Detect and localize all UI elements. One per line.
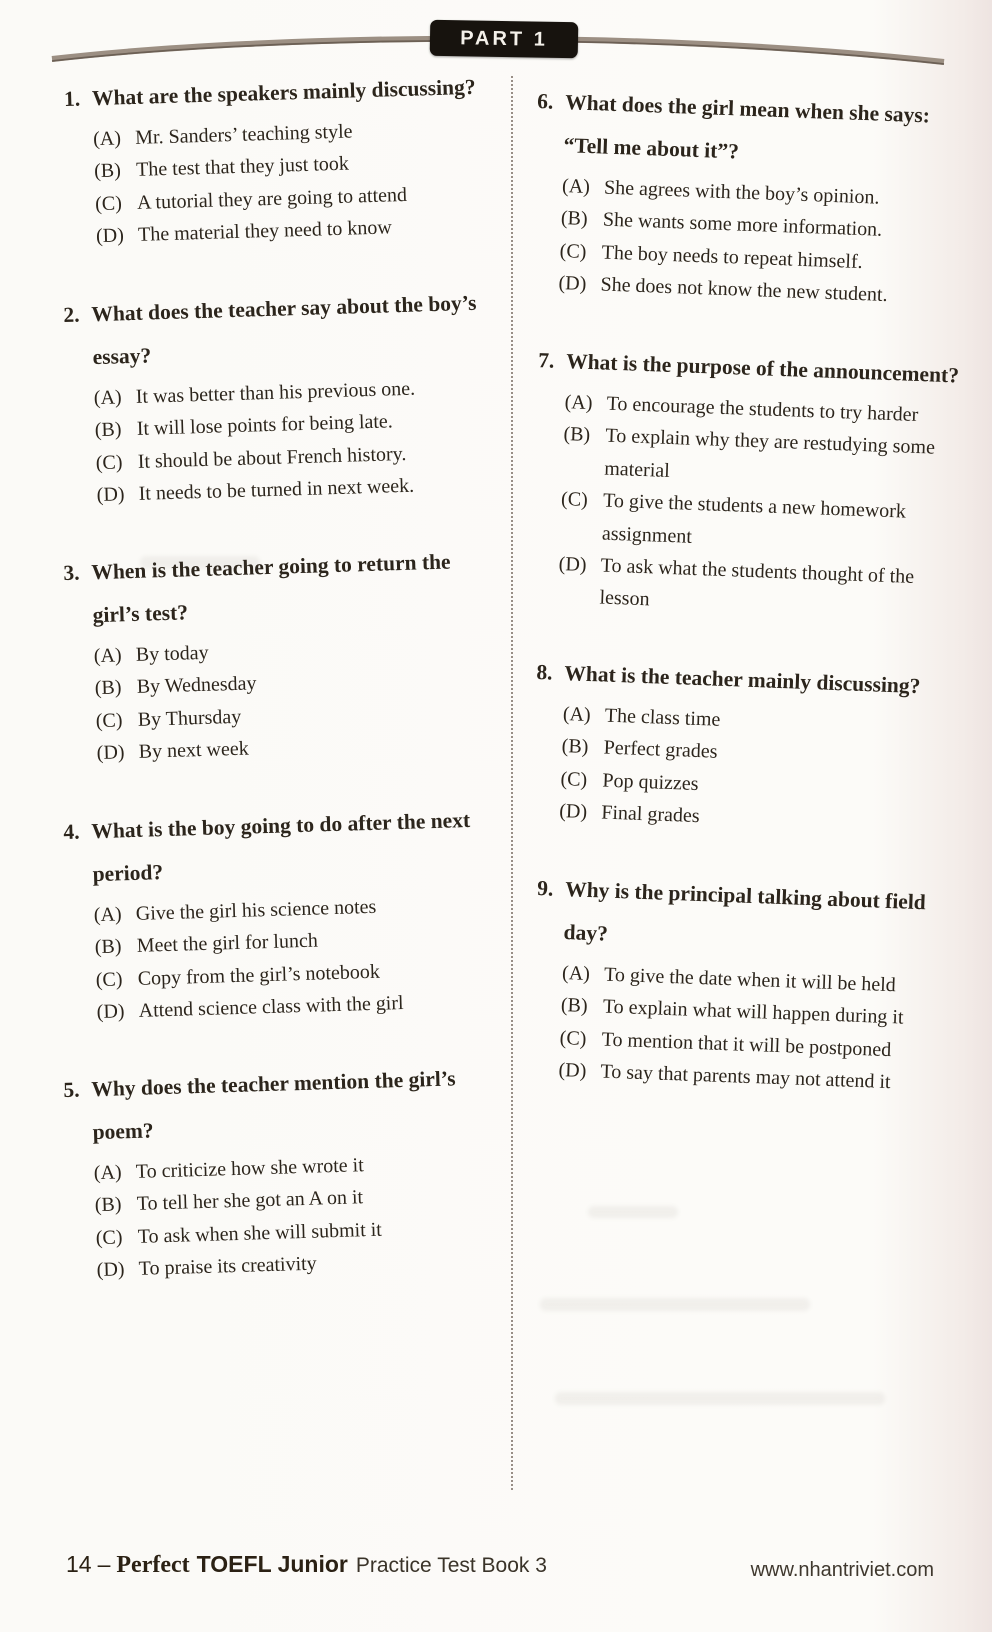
question-number: 1. <box>63 86 81 112</box>
option-text: To explain what will happen during it <box>602 995 904 1029</box>
option-letter: (D) <box>96 1000 125 1023</box>
option-letter: (B) <box>560 994 589 1018</box>
options-list <box>93 628 499 769</box>
option-letter: (B) <box>93 159 122 183</box>
option-text: Final grades <box>600 801 700 828</box>
option-text: Give the girl his science notes <box>135 895 377 925</box>
option-text: To give the students a new homework assignment <box>601 489 907 547</box>
option-text: To say that parents may not attend it <box>600 1060 891 1094</box>
option-text: To ask what the students thought of the lesson <box>599 554 915 611</box>
question-item <box>63 281 499 512</box>
option-letter: (B) <box>94 418 122 442</box>
option-letter: (C) <box>95 709 123 733</box>
options-list <box>93 370 499 511</box>
question-number: 9. <box>536 875 554 901</box>
question-text: What is the boy going to do after the next period? <box>91 807 471 886</box>
book-title-subtitle: Practice Test Book 3 <box>355 1554 547 1577</box>
option-text: It will lose points for being late. <box>136 410 394 440</box>
questions-column-left <box>63 74 496 1328</box>
option-letter: (D) <box>96 483 125 506</box>
option-text: To criticize how she wrote it <box>135 1154 365 1184</box>
options-list <box>558 170 964 314</box>
option-letter: (B) <box>94 935 122 959</box>
question-text: What are the speakers mainly discussing? <box>91 74 476 111</box>
question-text: What is the teacher mainly discussing? <box>563 661 921 699</box>
options-list <box>557 386 967 627</box>
part-1-badge <box>430 20 579 59</box>
option-letter: (B) <box>94 676 122 700</box>
question-number: 3. <box>63 560 80 586</box>
option-letter: (A) <box>93 644 122 668</box>
option-text: The class time <box>604 704 721 732</box>
option-letter: (B) <box>561 735 589 759</box>
option-letter: (A) <box>93 903 122 926</box>
question-text: Why does the teacher mention the girl’s poem? <box>91 1066 456 1145</box>
bleed-through-artifact <box>588 1206 678 1218</box>
option-text: By today <box>135 641 209 667</box>
column-divider <box>511 76 513 1490</box>
option-letter: (D) <box>96 1258 125 1282</box>
option-text: It should be about French history. <box>137 442 407 473</box>
options-list <box>93 1146 499 1287</box>
option-letter: (A) <box>564 390 593 414</box>
bleed-through-artifact <box>555 1392 885 1405</box>
options-list <box>93 887 499 1028</box>
option-letter: (D) <box>96 741 125 765</box>
option-letter: (B) <box>563 423 591 446</box>
option-text: Mr. Sanders’ teaching style <box>134 120 353 149</box>
book-title-perfect: Perfect <box>116 1552 190 1578</box>
option-text: The test that they just took <box>135 153 350 182</box>
options-list <box>558 957 964 1101</box>
option-text: By Wednesday <box>136 672 257 699</box>
option-letter: (C) <box>95 967 123 991</box>
bleed-through-artifact <box>540 1298 810 1311</box>
option-letter: (C) <box>95 1226 123 1250</box>
option-text: She wants some more information. <box>602 208 883 242</box>
option-letter: (D) <box>558 272 587 296</box>
option-text: By Thursday <box>137 705 242 731</box>
question-item <box>63 539 499 770</box>
option-text: The boy needs to repeat himself. <box>601 241 863 273</box>
question-number: 2. <box>63 302 80 327</box>
option-text: Pop quizzes <box>602 769 699 796</box>
question-number: 6. <box>536 89 554 114</box>
option-text: To explain why they are restudying some material <box>603 424 936 482</box>
option-text: It needs to be turned in next week. <box>138 474 415 505</box>
page-number: 14 <box>66 1551 92 1577</box>
question-number: 8. <box>536 660 554 685</box>
options-list <box>559 698 965 842</box>
option-letter: (B) <box>560 207 589 231</box>
question-text: When is the teacher going to return the girl’s test? <box>91 549 451 628</box>
question-text: What does the teacher say about the boy’s essay? <box>91 290 477 369</box>
option-text: To praise its creativity <box>138 1253 317 1281</box>
question-number: 5. <box>63 1077 80 1103</box>
option-text: Perfect grades <box>603 737 718 764</box>
question-item <box>531 651 967 842</box>
part-1-label: PART 1 <box>459 26 549 51</box>
question-number: 4. <box>63 819 80 844</box>
question-text: What does the girl mean when she says: “Tell me about it”? <box>563 90 931 164</box>
question-item <box>63 65 498 253</box>
option-letter: (D) <box>558 1059 587 1083</box>
option-letter: (A) <box>561 961 591 985</box>
option-letter: (A) <box>562 703 592 727</box>
option-text: She agrees with the boy’s opinion. <box>603 176 880 209</box>
footer-dash: – <box>97 1551 111 1577</box>
option-letter: (C) <box>560 768 588 792</box>
book-title-toefl-junior: TOEFL Junior <box>196 1551 348 1577</box>
option-text: Copy from the girl’s notebook <box>137 960 381 990</box>
question-item <box>530 867 968 1101</box>
footer-book-title <box>66 1551 547 1579</box>
option-letter: (D) <box>558 552 587 576</box>
question-item <box>63 798 499 1029</box>
option-letter: (A) <box>93 1161 122 1185</box>
option-letter: (D) <box>95 224 125 248</box>
option-text: To ask when she will submit it <box>137 1218 383 1248</box>
option-text: Attend science class with the girl <box>138 991 404 1022</box>
option-letter: (C) <box>560 487 589 511</box>
option-text: A tutorial they are going to attend <box>136 183 408 214</box>
question-text: What is the purpose of the announcement? <box>565 348 960 388</box>
option-letter: (C) <box>94 192 123 215</box>
option-letter: (C) <box>95 450 123 474</box>
option-text: She does not know the new student. <box>600 273 888 307</box>
options-list <box>93 111 499 252</box>
question-number: 7. <box>537 347 555 373</box>
option-text: The material they need to know <box>137 216 393 247</box>
option-text: It was better than his previous one. <box>135 377 416 408</box>
question-item <box>63 1057 499 1288</box>
option-text: To give the date when it will be held <box>603 963 897 997</box>
option-letter: (A) <box>93 385 122 409</box>
bleed-through-artifact <box>140 556 260 569</box>
option-letter: (A) <box>561 175 591 199</box>
option-letter: (C) <box>559 1026 587 1050</box>
option-letter: (A) <box>92 127 122 151</box>
option-letter: (C) <box>559 239 587 263</box>
option-text: To mention that it will be postponed <box>601 1028 892 1061</box>
question-item <box>529 339 969 627</box>
option-text: By next week <box>138 737 249 764</box>
question-text: Why is the principal talking about field day? <box>563 876 927 946</box>
option-letter: (D) <box>558 800 588 824</box>
option-letter: (B) <box>94 1194 122 1217</box>
option-text: To encourage the students to try harder <box>606 392 919 426</box>
option-text: To tell her she got an A on it <box>136 1186 364 1216</box>
questions-column-right <box>534 80 964 1125</box>
footer-website: www.nhantriviet.com <box>750 1559 934 1581</box>
question-item <box>530 80 968 314</box>
option-text: Meet the girl for lunch <box>136 929 319 957</box>
